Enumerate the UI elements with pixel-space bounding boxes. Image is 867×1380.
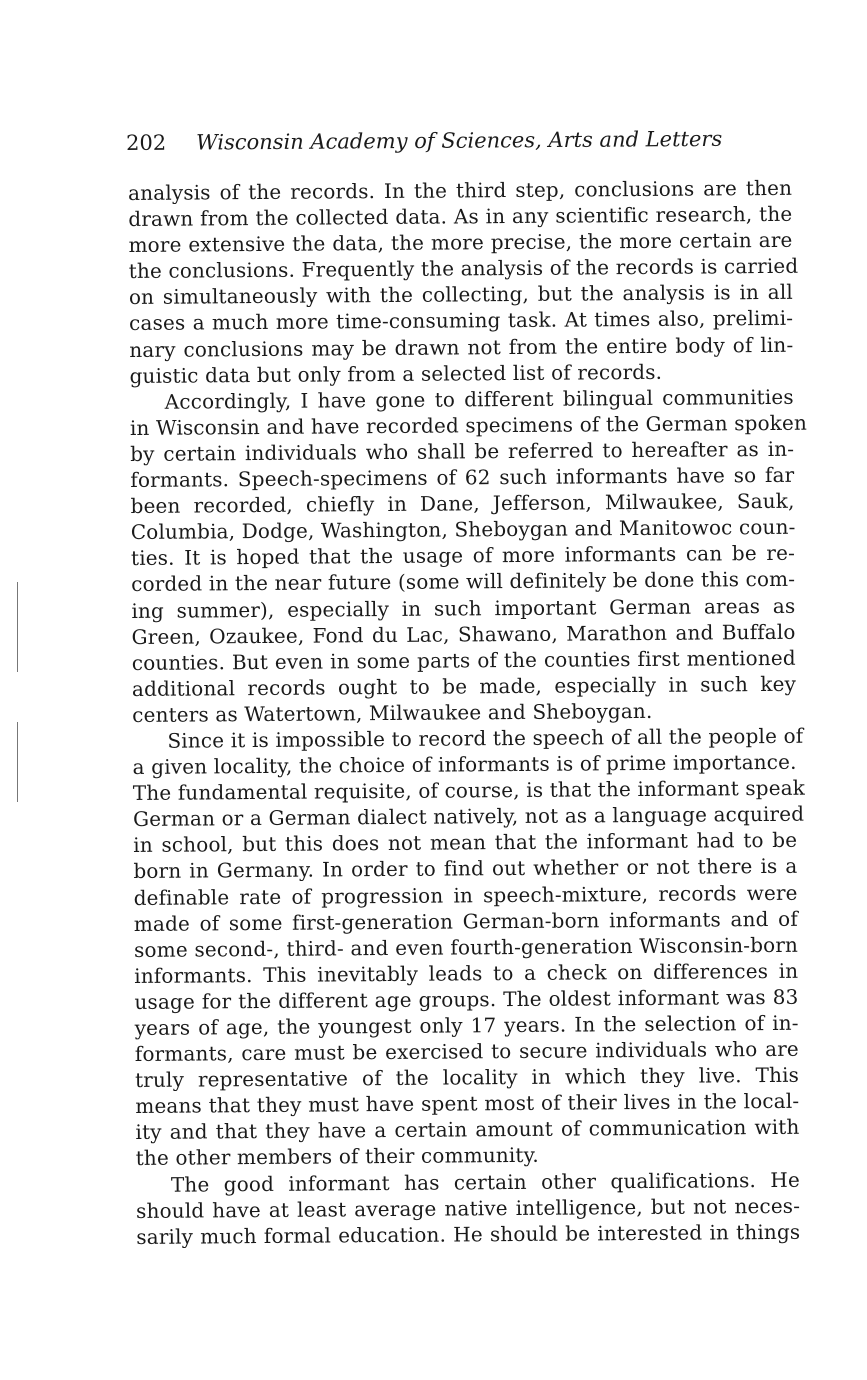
text-line: definable rate of progression in speech-mixture, records were [133, 880, 798, 910]
text-line: means that they must have spent most of their lives in the local- [135, 1089, 800, 1119]
text-line: centers as Watertown, Milwaukee and Sheboygan. [132, 698, 653, 727]
text-line: in Wisconsin and have recorded specimens of the German spoken [129, 410, 808, 440]
paragraph-4 [136, 1166, 801, 1249]
text-line: the other members of their community. [135, 1143, 539, 1171]
paragraph-3 [132, 723, 806, 1172]
margin-mark [17, 582, 18, 672]
text-line: formants, care must be exercised to secure individuals who are [134, 1036, 799, 1067]
text-line: usage for the different age groups. The oldest informant was 83 [134, 984, 799, 1014]
running-head [126, 124, 746, 158]
text-line: additional records ought to be made, especially in such key [131, 671, 797, 701]
margin-mark [17, 722, 18, 802]
text-line: Green, Ozaukee, Fond du Lac, Shawano, Marathon and Buffalo [131, 619, 796, 649]
text-line: sarily much formal education. He should be interested in things [136, 1219, 801, 1249]
text-line: Accordingly, I have gone to different bilingual communities [164, 384, 794, 414]
body-text [128, 175, 808, 1250]
page-number: 202 [126, 130, 167, 155]
text-line: Columbia, Dodge, Washington, Sheboygan and Manitowoc coun- [130, 514, 796, 545]
text-line: formants. Speech-specimens of 62 such informants have so far [130, 462, 795, 493]
text-line: counties. But even in some parts of the counties first mentioned [131, 645, 796, 675]
text-line: on simultaneously with the collecting, but the analysis is in all [128, 280, 793, 310]
text-line: should have at least average native intelligence, but not neces- [136, 1193, 801, 1223]
text-line: German or a German dialect natively, not as a language acquired [132, 801, 805, 832]
text-line: guistic data but only from a selected list of records. [129, 359, 663, 388]
text-line: ing summer), especially in such important German areas as [131, 593, 796, 623]
paragraph-1 [128, 175, 799, 389]
text-line: drawn from the collected data. As in any scientific research, the [128, 201, 793, 232]
text-line: corded in the near future (some will definitely be done this com- [131, 567, 796, 597]
text-line: Since it is impossible to record the speech of all the people of [167, 723, 804, 753]
text-line: informants. This inevitably leads to a check on differences in [134, 958, 799, 988]
text-line: a given locality, the choice of informants is of prime importance. [132, 749, 797, 780]
text-line: nary conclusions may be drawn not from the entire body of lin- [129, 332, 794, 362]
text-line: years of age, the youngest only 17 years. In the selection of in- [134, 1010, 799, 1040]
text-line: more extensive the data, the more precise, the more certain are [128, 227, 793, 258]
text-line: the conclusions. Frequently the analysis of the records is carried [128, 254, 799, 284]
text-line: truly representative of the locality in which they live. This [134, 1062, 800, 1093]
journal-title: Wisconsin Academy of Sciences, Arts and Letters [196, 126, 723, 155]
paragraph-2 [129, 384, 808, 728]
text-line: been recorded, chiefly in Dane, Jefferson, Milwaukee, Sauk, [130, 488, 795, 519]
text-line: made of some first-generation German-born informants and of [133, 906, 798, 936]
text-line: ity and that they have a certain amount of communication with [135, 1115, 800, 1145]
text-line: analysis of the records. In the third step, conclusions are then [128, 175, 793, 205]
text-line: born in Germany. In order to find out whether or not there is a [133, 854, 798, 884]
text-line: The good informant has certain other qualifications. He [170, 1167, 800, 1197]
text-line: cases a much more time-consuming task. At times also, prelimi- [129, 306, 794, 336]
text-line: by certain individuals who shall be referred to hereafter as in- [130, 436, 795, 466]
text-line: The fundamental requisite, of course, is that the informant speak [132, 775, 806, 806]
text-line: ties. It is hoped that the usage of more informants can be re- [130, 541, 796, 571]
text-line: some second-, third- and even fourth-generation Wisconsin-born [133, 932, 799, 962]
text-line: in school, but this does not mean that the informant had to be [133, 828, 798, 858]
